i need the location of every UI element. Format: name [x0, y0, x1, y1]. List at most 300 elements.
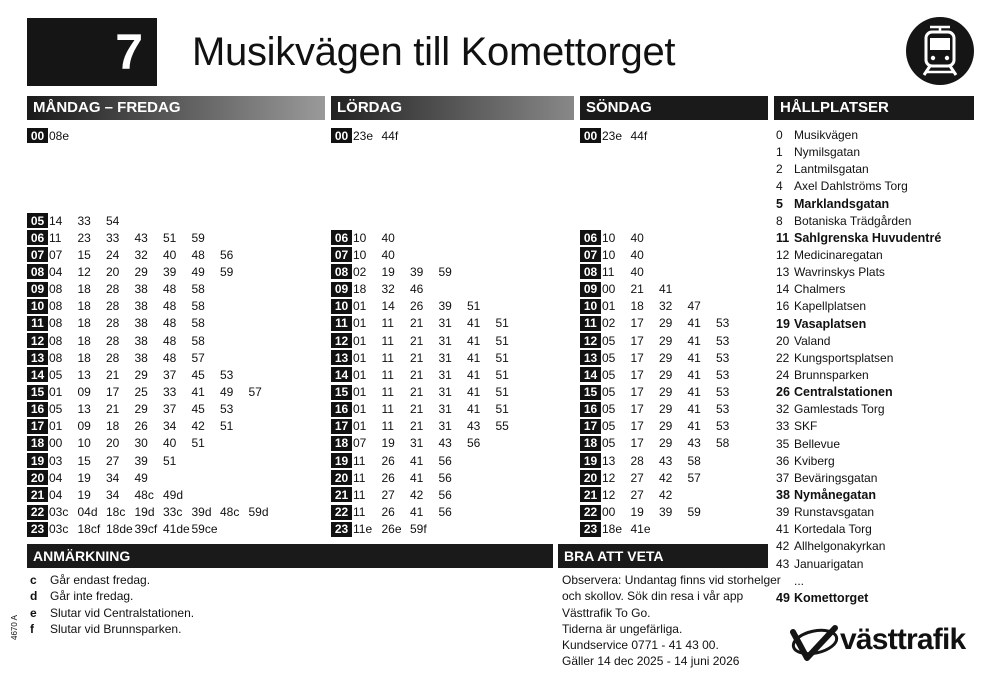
stop-item	[776, 470, 941, 487]
stop-number: 35	[776, 436, 790, 451]
timetable-row	[331, 366, 524, 383]
departure-minute: 42	[191, 419, 205, 434]
stop-number: 33	[776, 419, 790, 434]
departure-minute: 56	[438, 487, 452, 502]
departure-minute: 43	[467, 419, 481, 434]
timetable-row	[27, 229, 220, 246]
departure-minute: 29	[659, 385, 673, 399]
departure-minute: 25	[134, 385, 148, 399]
timetable-row	[331, 315, 524, 332]
departure-minute: 53	[716, 419, 730, 434]
departure-minute: 19	[77, 487, 91, 502]
departure-minute: 48	[191, 247, 205, 262]
timetable-row	[331, 521, 439, 538]
departure-minute: 33	[106, 230, 120, 245]
stop-item	[776, 316, 941, 333]
hour-label: 14	[27, 367, 48, 382]
timetable-row	[580, 281, 688, 298]
timetable-row	[27, 315, 220, 332]
departure-minute: 39	[410, 264, 424, 279]
departure-minute: 12	[602, 470, 616, 485]
hour-label: 08	[331, 264, 352, 279]
departure-minute: 01	[353, 316, 367, 331]
departure-minute: 18e	[602, 522, 623, 537]
departure-minute: 41	[687, 333, 701, 348]
departure-minute: 05	[49, 402, 63, 417]
stop-item	[776, 538, 941, 555]
departure-minute: 31	[438, 419, 452, 434]
departure-minute: 05	[602, 419, 616, 434]
info-line: Tiderna är ungefärliga.	[562, 621, 683, 636]
hour-label: 21	[580, 487, 601, 502]
note-item	[30, 605, 194, 621]
departure-minute: 05	[602, 350, 616, 365]
timetable-row	[331, 263, 467, 280]
stop-number: 1	[776, 145, 783, 160]
departure-minute: 53	[716, 350, 730, 365]
hour-label: 16	[27, 402, 48, 417]
note-text: Slutar vid Brunnsparken.	[50, 621, 182, 636]
timetable-row	[27, 401, 249, 418]
stop-item	[776, 556, 941, 573]
departure-minute: 31	[438, 316, 452, 331]
hour-label: 09	[580, 282, 601, 297]
departure-minute: 58	[716, 436, 730, 451]
stop-name: Vasaplatsen	[794, 316, 867, 331]
timetable-row	[27, 212, 135, 229]
departure-minute: 10	[353, 247, 367, 262]
departure-minute: 28	[106, 316, 120, 331]
departure-minute: 17	[630, 350, 644, 365]
departure-minute: 28	[106, 282, 120, 297]
departure-minute: 30	[134, 436, 148, 451]
departure-minute: 41	[687, 419, 701, 434]
departure-minute: 18	[106, 419, 120, 434]
departure-minute: 43	[438, 436, 452, 451]
departure-minute: 44f	[630, 128, 648, 143]
stop-name: Kortedala Torg	[794, 522, 872, 537]
stop-number: 8	[776, 213, 783, 228]
timetable-row	[331, 384, 524, 401]
departure-minute: 59ce	[191, 522, 218, 537]
note-code: d	[30, 589, 38, 604]
route-number-badge	[27, 18, 157, 86]
departure-minute: 48c	[220, 505, 240, 520]
timetable-row	[27, 246, 249, 263]
stop-number: 0	[776, 128, 783, 142]
departure-minute: 20	[106, 436, 120, 451]
hour-label: 11	[27, 316, 48, 331]
departure-minute: 41	[467, 333, 481, 348]
departure-minute: 56	[438, 470, 452, 485]
hour-label: 12	[27, 333, 48, 348]
stop-name: Marklandsgatan	[794, 196, 890, 211]
stop-item	[776, 127, 941, 144]
departure-minute: 41	[191, 385, 205, 399]
stop-item	[776, 401, 941, 418]
hour-label: 07	[27, 247, 48, 262]
departure-minute: 08	[49, 299, 63, 314]
departure-minute: 11	[381, 333, 394, 348]
departure-minute: 29	[134, 402, 148, 417]
departure-minute: 49	[134, 470, 148, 485]
stop-name: Komettorget	[794, 590, 869, 605]
timetable-row	[331, 349, 524, 366]
timetable-row	[331, 229, 410, 246]
departure-minute: 10	[602, 230, 616, 245]
hour-label: 08	[27, 264, 48, 279]
stop-number: 39	[776, 505, 790, 520]
hour-label: 11	[331, 316, 352, 331]
departure-minute: 51	[163, 453, 177, 468]
timetable-row	[27, 521, 220, 538]
hour-label: 14	[331, 367, 352, 382]
hour-label: 15	[27, 385, 48, 400]
hour-label: 15	[580, 385, 601, 400]
stop-number: 49	[776, 590, 790, 605]
note-code: e	[30, 605, 37, 620]
info-text	[562, 572, 781, 670]
departure-minute: 26	[381, 453, 395, 468]
timetable-row	[580, 486, 688, 503]
hour-label: 17	[27, 419, 48, 434]
departure-minute: 11	[381, 350, 394, 365]
departure-minute: 56	[438, 453, 452, 468]
timetable-row	[331, 504, 467, 521]
departure-minute: 07	[353, 436, 367, 451]
page-title: Musikvägen till Komettorget	[192, 30, 676, 74]
departure-minute: 58	[191, 333, 205, 348]
timetable-row	[27, 127, 78, 144]
departure-minute: 39	[134, 453, 148, 468]
stop-number: 12	[776, 247, 790, 262]
departure-minute: 21	[410, 350, 424, 365]
departure-minute: 51	[495, 402, 509, 417]
departure-minute: 05	[49, 367, 63, 382]
departure-minute: 17	[630, 436, 644, 451]
stop-item	[776, 247, 941, 264]
departure-minute: 53	[716, 316, 730, 331]
stop-item	[776, 213, 941, 230]
stop-item	[776, 504, 941, 521]
departure-minute: 11	[353, 487, 366, 502]
stop-number: 42	[776, 539, 790, 554]
departure-minute: 11	[602, 264, 615, 279]
departure-minute: 51	[495, 367, 509, 382]
hour-label: 23	[27, 522, 48, 537]
departure-minute: 47	[687, 299, 701, 314]
departure-minute: 59	[438, 264, 452, 279]
stop-name: Valand	[794, 333, 831, 348]
stop-name: Centralstationen	[794, 385, 893, 400]
timetable-row	[580, 332, 745, 349]
departure-minute: 21	[630, 282, 644, 297]
departure-minute: 29	[659, 333, 673, 348]
departure-minute: 41de	[163, 522, 190, 537]
timetable-row	[580, 401, 745, 418]
stop-item	[776, 487, 941, 504]
departure-minute: 33	[163, 385, 177, 399]
departure-minute: 41	[687, 367, 701, 382]
departure-minute: 04	[49, 487, 63, 502]
note-item	[30, 588, 194, 604]
departure-minute: 42	[410, 487, 424, 502]
stop-item	[776, 436, 941, 453]
stop-name: Bellevue	[794, 436, 841, 451]
stop-item	[776, 333, 941, 350]
stop-item	[776, 196, 941, 213]
departure-minute: 01	[353, 299, 367, 314]
note-item	[30, 572, 194, 588]
departure-minute: 17	[630, 402, 644, 417]
stop-number: 22	[776, 350, 790, 365]
stop-name: Axel Dahlströms Torg	[794, 179, 908, 194]
departure-minute: 46	[410, 282, 424, 297]
hour-label: 06	[27, 230, 48, 245]
hour-label: 10	[331, 299, 352, 314]
departure-minute: 21	[106, 367, 120, 382]
departure-minute: 51	[495, 333, 509, 348]
timetable-row	[331, 452, 467, 469]
departure-minute: 48	[163, 299, 177, 314]
departure-minute: 42	[659, 487, 673, 502]
departure-minute: 00	[49, 436, 63, 451]
departure-minute: 15	[77, 453, 91, 468]
stop-item	[776, 298, 941, 315]
timetable-row	[331, 418, 524, 435]
departure-minute: 29	[134, 264, 148, 279]
notes-list	[30, 572, 194, 637]
departure-minute: 28	[106, 350, 120, 365]
departure-minute: 01	[353, 419, 367, 434]
departure-minute: 23e	[353, 128, 374, 143]
timetable-row	[27, 469, 163, 486]
info-line: Observera: Undantag finns vid storhelger	[562, 573, 781, 587]
departure-minute: 00	[602, 505, 616, 520]
hour-label: 18	[331, 436, 352, 451]
departure-minute: 13	[602, 453, 616, 468]
departure-minute: 33c	[163, 505, 183, 520]
stop-item	[776, 281, 941, 298]
departure-minute: 32	[659, 299, 673, 314]
hour-label: 07	[580, 247, 601, 262]
hour-label: 13	[580, 350, 601, 365]
departure-minute: 38	[134, 316, 148, 331]
departure-minute: 48	[163, 282, 177, 297]
departure-minute: 18	[77, 333, 91, 348]
hour-label: 16	[331, 402, 352, 417]
stop-name: Kviberg	[794, 453, 835, 468]
timetable-row	[580, 263, 659, 280]
departure-minute: 41	[410, 453, 424, 468]
stop-number: 43	[776, 556, 790, 571]
departure-minute: 53	[220, 402, 234, 417]
departure-minute: 34	[163, 419, 177, 434]
stop-item	[776, 384, 941, 401]
hour-label: 17	[580, 419, 601, 434]
departure-minute: 48c	[134, 487, 154, 502]
stop-number: 20	[776, 333, 790, 348]
timetable-row	[580, 315, 745, 332]
departure-minute: 11	[381, 367, 394, 382]
departure-minute: 44f	[381, 128, 399, 143]
departure-minute: 10	[77, 436, 91, 451]
departure-minute: 57	[687, 470, 701, 485]
stop-number: 4	[776, 179, 783, 194]
departure-minute: 58	[191, 316, 205, 331]
departure-minute: 17	[630, 419, 644, 434]
departure-minute: 51	[495, 350, 509, 365]
departure-minute: 51	[220, 419, 234, 434]
hour-label: 20	[331, 470, 352, 485]
stop-name: Allhelgonakyrkan	[794, 539, 886, 554]
departure-minute: 31	[438, 385, 452, 399]
hour-label: 06	[580, 230, 601, 245]
stop-number: 26	[776, 385, 790, 400]
departure-minute: 39	[659, 505, 673, 520]
note-text: Går endast fredag.	[50, 573, 151, 587]
departure-minute: 04	[49, 264, 63, 279]
departure-minute: 21	[410, 419, 424, 434]
departure-minute: 59d	[248, 505, 269, 520]
notes-header: ANMÄRKNING	[27, 544, 553, 568]
departure-minute: 59	[687, 505, 701, 520]
departure-minute: 53	[716, 367, 730, 382]
departure-minute: 05	[602, 436, 616, 451]
departure-minute: 51	[495, 385, 509, 399]
tram-icon	[906, 17, 974, 85]
timetable-row	[331, 401, 524, 418]
stop-item	[776, 161, 941, 178]
departure-minute: 41	[467, 385, 481, 399]
departure-minute: 15	[77, 247, 91, 262]
departure-minute: 08	[49, 316, 63, 331]
hour-label: 08	[580, 264, 601, 279]
hour-label: 12	[331, 333, 352, 348]
departure-minute: 14	[381, 299, 395, 314]
hour-label: 14	[580, 367, 601, 382]
stop-item	[776, 264, 941, 281]
timetable-row	[331, 246, 410, 263]
departure-minute: 05	[602, 385, 616, 399]
info-line: Gäller 14 dec 2025 - 14 juni 2026	[562, 654, 740, 669]
stop-number: 36	[776, 453, 790, 468]
hour-label: 05	[27, 213, 48, 228]
hour-label: 17	[331, 419, 352, 434]
departure-minute: 11	[49, 230, 62, 245]
stop-number: 19	[776, 316, 790, 331]
departure-minute: 41	[687, 316, 701, 331]
departure-minute: 48	[163, 316, 177, 331]
departure-minute: 21	[410, 402, 424, 417]
departure-minute: 24	[106, 247, 120, 262]
departure-minute: 40	[630, 264, 644, 279]
departure-minute: 17	[630, 316, 644, 331]
departure-minute: 34	[106, 470, 120, 485]
hour-label: 07	[331, 247, 352, 262]
departure-minute: 29	[659, 419, 673, 434]
departure-minute: 39	[163, 264, 177, 279]
departure-minute: 19	[77, 470, 91, 485]
departure-minute: 19	[630, 505, 644, 520]
departure-minute: 38	[134, 333, 148, 348]
departure-minute: 56	[438, 505, 452, 520]
departure-minute: 21	[106, 402, 120, 417]
departure-minute: 09	[77, 419, 91, 434]
stop-number: 37	[776, 470, 790, 485]
timetable-row	[27, 452, 192, 469]
stop-number: 13	[776, 265, 790, 280]
departure-minute: 03c	[49, 505, 69, 520]
departure-minute: 41e	[630, 522, 651, 537]
departure-minute: 29	[134, 367, 148, 382]
timetable-row	[580, 246, 659, 263]
timetable-row	[331, 469, 467, 486]
timetable-row	[27, 281, 220, 298]
departure-minute: 40	[381, 247, 395, 262]
departure-minute: 12	[602, 487, 616, 502]
departure-minute: 19	[381, 436, 395, 451]
timetable-row	[580, 521, 659, 538]
departure-minute: 59	[220, 264, 234, 279]
departure-minute: 41	[467, 402, 481, 417]
departure-minute: 21	[410, 333, 424, 348]
departure-minute: 45	[191, 402, 205, 417]
timetable-row	[27, 332, 220, 349]
departure-minute: 05	[602, 367, 616, 382]
timetable-row	[27, 435, 220, 452]
hour-label: 18	[580, 436, 601, 451]
stop-number: 24	[776, 367, 790, 382]
departure-minute: 11	[381, 419, 394, 434]
departure-minute: 40	[630, 230, 644, 245]
departure-minute: 48	[163, 350, 177, 365]
departure-minute: 58	[687, 453, 701, 468]
stop-item	[776, 590, 941, 607]
timetable-row	[331, 298, 496, 315]
departure-minute: 11	[381, 385, 394, 399]
departure-minute: 20	[106, 264, 120, 279]
departure-minute: 11	[353, 505, 366, 520]
departure-minute: 28	[630, 453, 644, 468]
timetable-row	[580, 384, 745, 401]
departure-minute: 11	[381, 316, 394, 331]
departure-minute: 17	[630, 367, 644, 382]
timetable-row	[27, 504, 277, 521]
hour-label: 10	[27, 299, 48, 314]
hour-label: 19	[27, 453, 48, 468]
stops-list	[776, 127, 941, 607]
departure-minute: 26	[381, 505, 395, 520]
departure-minute: 49	[191, 264, 205, 279]
hour-label: 18	[27, 436, 48, 451]
departure-minute: 29	[659, 316, 673, 331]
stop-name: Kungsportsplatsen	[794, 350, 894, 365]
departure-minute: 17	[106, 385, 120, 399]
departure-minute: 10	[602, 247, 616, 262]
departure-minute: 18	[77, 350, 91, 365]
departure-minute: 45	[191, 367, 205, 382]
departure-minute: 37	[163, 402, 177, 417]
departure-minute: 13	[77, 402, 91, 417]
stop-name: Nymånegatan	[794, 487, 876, 502]
hour-label: 16	[580, 402, 601, 417]
departure-minute: 31	[410, 436, 424, 451]
info-header: BRA ATT VETA	[558, 544, 768, 568]
hour-label: 15	[331, 385, 352, 400]
departure-minute: 41	[687, 402, 701, 417]
departure-minute: 08	[49, 282, 63, 297]
